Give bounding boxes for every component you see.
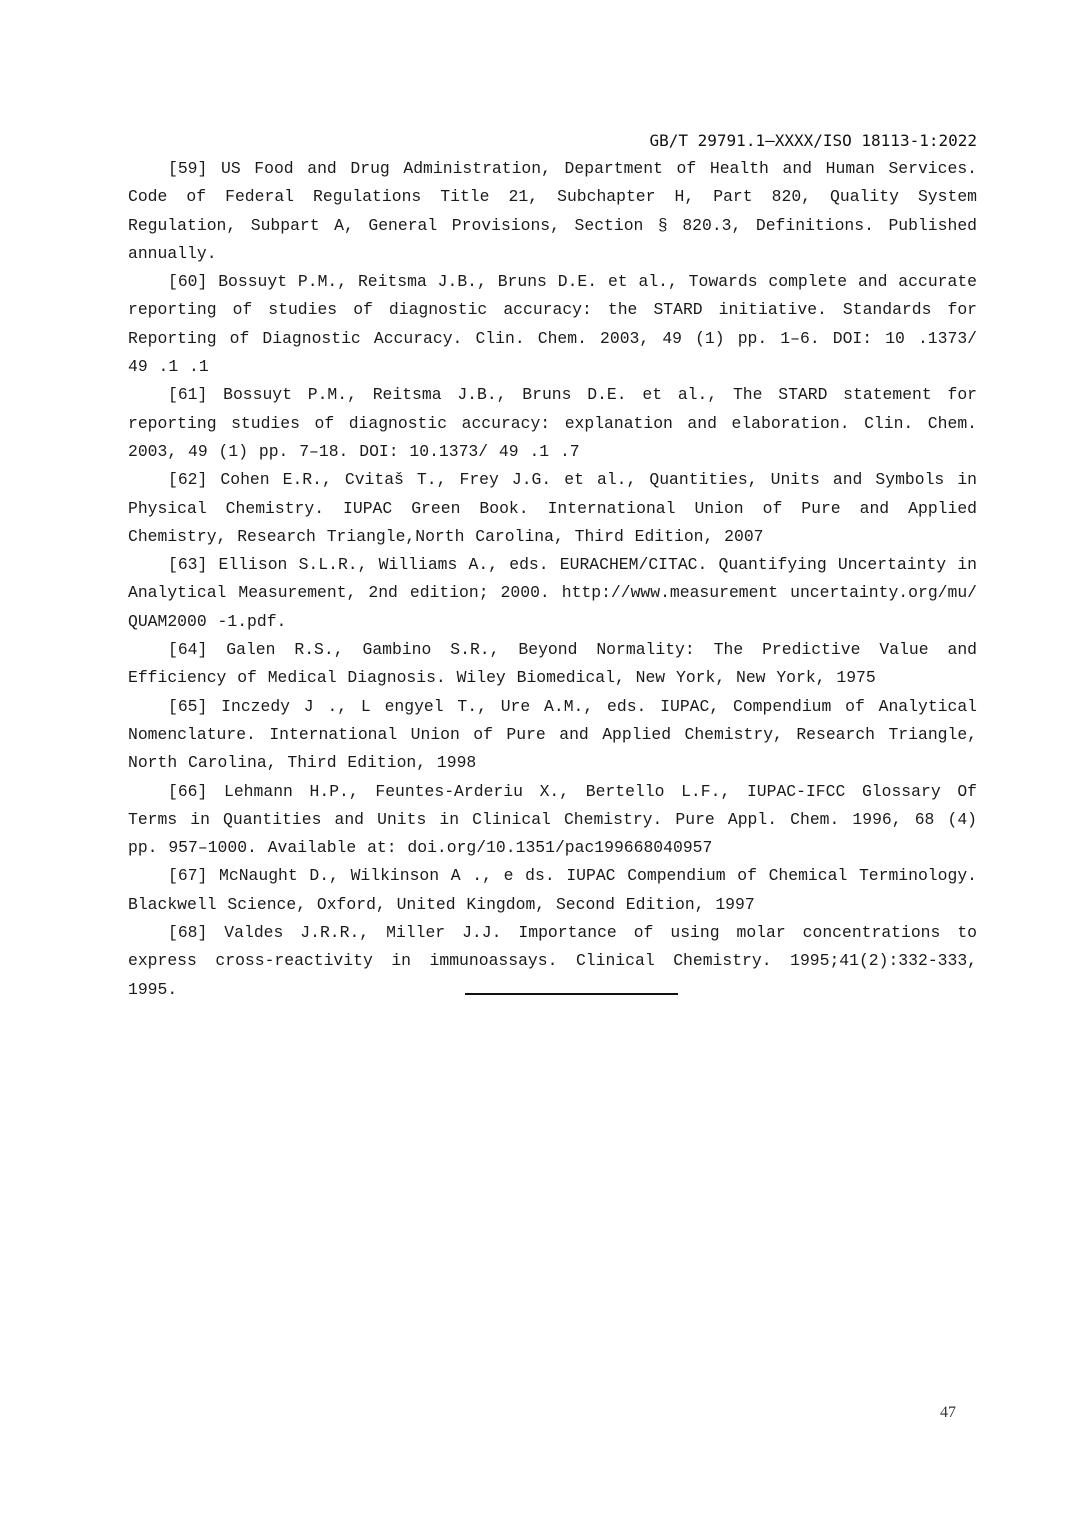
page-header-doc-code: GB/T 29791.1—XXXX/ISO 18113-1:2022 bbox=[649, 131, 977, 150]
reference-68: [68] Valdes J.R.R., Miller J.J. Importance of using molar concentrations to express cross-reactivity in immunoassays. Clinical Chemistry. 1995;41(2):332-333, 1995. bbox=[128, 923, 977, 999]
reference-65: [65] Inczedy J ., L engyel T., Ure A.M., eds. IUPAC, Compendium of Analytical Nomenclature. International Union of Pure and Applied Chemistry, Research Triangle, North Carolina, Third Edition, 1998 bbox=[128, 696, 977, 773]
reference-64: [64] Galen R.S., Gambino S.R., Beyond Normality: The Predictive Value and Efficiency of Medical Diagnosis. Wiley Biomedical, New York, New York, 1975 bbox=[128, 640, 977, 688]
reference-67: [67] McNaught D., Wilkinson A ., e ds. IUPAC Compendium of Chemical Terminology. Blackwell Science, Oxford, United Kingdom, Second Edition, 1997 bbox=[128, 866, 977, 914]
reference-66: [66] Lehmann H.P., Feuntes-Arderiu X., Bertello L.F., IUPAC-IFCC Glossary Of Terms in Quantities and Units in Clinical Chemistry. Pure Appl. Chem. 1996, 68 (4) pp. 957–1000. Available at: doi.org/10.1351/pac199668040957 bbox=[128, 781, 977, 858]
reference-61: [61] Bossuyt P.M., Reitsma J.B., Bruns D.E. et al., The STARD statement for reporting studies of diagnostic accuracy: explanation and elaboration. Clin. Chem. 2003, 49 (1) pp. 7–18. DOI: 10.1373/ 49 .1 .7 bbox=[128, 385, 977, 461]
end-of-document-rule bbox=[465, 993, 678, 995]
references-list bbox=[128, 155, 977, 1004]
reference-63: [63] Ellison S.L.R., Williams A., eds. EURACHEM/CITAC. Quantifying Uncertainty in Analytical Measurement, 2nd edition; 2000. http://www.measurement uncertainty.org/mu/ QUAM2000 -1.pdf. bbox=[128, 555, 977, 631]
reference-59: [59] US Food and Drug Administration, Department of Health and Human Services. Code of Federal Regulations Title 21, Subchapter H, Part 820, Quality System Regulation, Subpart A, General Provisions, Section § 820.3, Definitions. Published annually. bbox=[128, 159, 977, 263]
reference-60: [60] Bossuyt P.M., Reitsma J.B., Bruns D.E. et al., Towards complete and accurate reporting of studies of diagnostic accuracy: the STARD initiative. Standards for Reporting of Diagnostic Accuracy. Clin. Chem. 2003, 49 (1) pp. 1–6. DOI: 10 .1373/ 49 .1 .1 bbox=[128, 272, 977, 377]
page-number: 47 bbox=[940, 1404, 956, 1421]
reference-62: [62] Cohen E.R., Cvitaš T., Frey J.G. et al., Quantities, Units and Symbols in Physical Chemistry. IUPAC Green Book. International Union of Pure and Applied Chemistry, Research Triangle,North Carolina, Third Edition, 2007 bbox=[128, 470, 977, 546]
